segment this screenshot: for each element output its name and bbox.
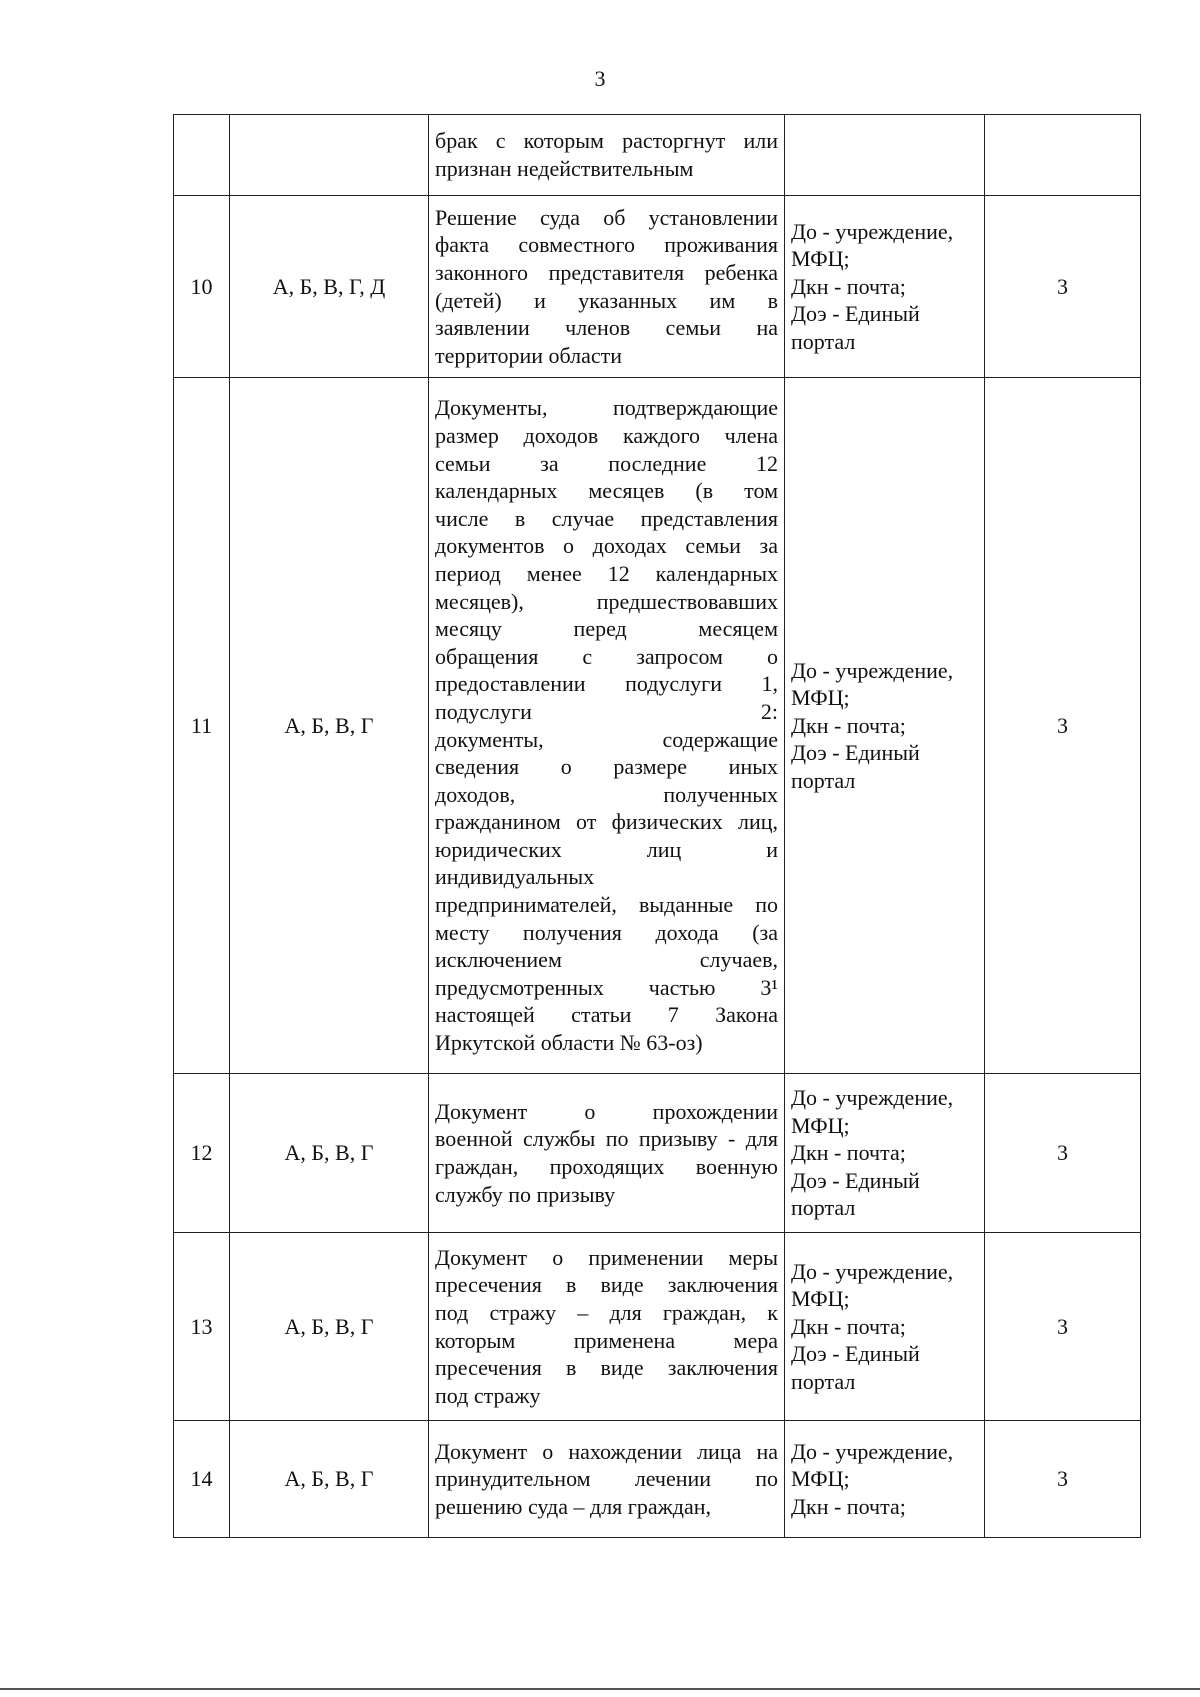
submission-method-line: МФЦ;: [791, 1466, 850, 1492]
document-text-line: граждан, проходящих военную: [435, 1154, 778, 1179]
document-text-line: доходов, полученных: [435, 781, 778, 807]
table-row: [174, 378, 1141, 1074]
document-text-line: службу по призыву: [435, 1181, 616, 1207]
categories-cell: А, Б, В, Г: [230, 1074, 429, 1233]
document-text-line: Иркутской области № 63-оз): [435, 1030, 703, 1056]
categories-cell: А, Б, В, Г, Д: [230, 196, 429, 378]
document-text-line: Документ о нахождении лица на: [435, 1438, 778, 1464]
document-text-line: территории области: [435, 342, 623, 368]
submission-method-cell: [785, 115, 985, 196]
document-text-line: месту получения дохода (за: [435, 919, 778, 945]
submission-method-line: Доэ - Единый: [791, 301, 920, 327]
row-number-cell: 13: [174, 1233, 230, 1421]
document-text-line: подуслуги 2:: [435, 698, 778, 724]
document-text-line: предпринимателей, выданные по: [435, 892, 778, 918]
table-row: [174, 196, 1141, 378]
deadline-cell: 3: [985, 1421, 1141, 1538]
document-text-line: документов о доходах семьи за: [435, 533, 778, 559]
submission-method-line: Дкн - почта;: [791, 273, 906, 299]
document-text-line: заявлении членов семьи на: [435, 315, 778, 341]
submission-method-line: Дкн - почта;: [791, 712, 906, 738]
table-row: [174, 1074, 1141, 1233]
document-cell: [429, 1233, 785, 1421]
submission-method-cell: [785, 1421, 985, 1538]
document-text-line: Документ о прохождении: [435, 1098, 778, 1124]
document-text-line: Документы, подтверждающие: [435, 395, 778, 421]
row-number-cell: 14: [174, 1421, 230, 1538]
page-number: 3: [594, 66, 606, 91]
submission-method-line: портал: [791, 1195, 856, 1221]
document-text-line: законного представителя ребенка: [435, 259, 778, 285]
document-text-line: пресечения в виде заключения: [435, 1272, 778, 1298]
document-text-line: Решение суда об установлении: [435, 204, 778, 230]
document-cell: [429, 378, 785, 1074]
document-text-line: предусмотренных частью 3¹: [435, 974, 778, 1000]
submission-method-cell: [785, 196, 985, 378]
document-text-line: семьи за последние 12: [435, 450, 778, 476]
row-number-cell: 12: [174, 1074, 230, 1233]
deadline-cell: [985, 115, 1141, 196]
document-text-line: месяцев), предшествовавших: [435, 588, 778, 614]
document-text-line: период менее 12 календарных: [435, 560, 778, 586]
documents-table: [173, 114, 1141, 1538]
deadline-cell: 3: [985, 196, 1141, 378]
document-text-line: юридических лиц и: [435, 836, 778, 862]
row-number-cell: 11: [174, 378, 230, 1074]
table-row: [174, 115, 1141, 196]
document-text-line: которым применена мера: [435, 1327, 778, 1353]
submission-method-cell: [785, 1074, 985, 1233]
document-text-line: брак с которым расторгнут или: [435, 128, 778, 154]
document-text-line: календарных месяцев (в том: [435, 478, 778, 504]
submission-method-line: До - учреждение,: [791, 1258, 954, 1284]
document-text-line: исключением случаев,: [435, 947, 778, 973]
document-text-line: обращения с запросом о: [435, 643, 778, 669]
categories-cell: [230, 115, 429, 196]
document-text-line: Документ о применении меры: [435, 1244, 778, 1270]
document-text-line: числе в случае представления: [435, 505, 778, 531]
categories-cell: А, Б, В, Г: [230, 1421, 429, 1538]
submission-method-line: Дкн - почта;: [791, 1313, 906, 1339]
row-number-cell: 10: [174, 196, 230, 378]
submission-method-cell: [785, 378, 985, 1074]
document-text-line: принудительном лечении по: [435, 1466, 778, 1492]
submission-method-line: Доэ - Единый: [791, 1167, 920, 1193]
categories-cell: А, Б, В, Г: [230, 1233, 429, 1421]
submission-method-line: МФЦ;: [791, 685, 850, 711]
document-cell: [429, 115, 785, 196]
document-cell: [429, 1074, 785, 1233]
table-row: [174, 1233, 1141, 1421]
submission-method-line: Дкн - почта;: [791, 1493, 906, 1519]
submission-method-line: портал: [791, 767, 856, 793]
scan-edge-line: [0, 1688, 1200, 1690]
document-text-line: размер доходов каждого члена: [435, 422, 778, 448]
document-text-line: решению суда – для граждан,: [435, 1493, 712, 1519]
submission-method-line: Доэ - Единый: [791, 740, 920, 766]
submission-method-line: Доэ - Единый: [791, 1341, 920, 1367]
document-text-line: факта совместного проживания: [435, 232, 778, 258]
row-number-cell: [174, 115, 230, 196]
document-cell: [429, 1421, 785, 1538]
submission-method-line: До - учреждение,: [791, 1438, 954, 1464]
submission-method-line: МФЦ;: [791, 1112, 850, 1138]
document-text-line: предоставлении подуслуги 1,: [435, 671, 778, 697]
document-cell: [429, 196, 785, 378]
submission-method-cell: [785, 1233, 985, 1421]
submission-method-line: До - учреждение,: [791, 1085, 954, 1111]
submission-method-line: портал: [791, 1368, 856, 1394]
document-text-line: индивидуальных: [435, 864, 595, 890]
deadline-cell: 3: [985, 378, 1141, 1074]
categories-cell: А, Б, В, Г: [230, 378, 429, 1074]
document-text-line: сведения о размере иных: [435, 754, 778, 780]
submission-method-line: МФЦ;: [791, 246, 850, 272]
document-text-line: военной службы по призыву - для: [435, 1126, 778, 1152]
document-text-line: под стражу – для граждан, к: [435, 1299, 778, 1325]
submission-method-line: Дкн - почта;: [791, 1140, 906, 1166]
deadline-cell: 3: [985, 1233, 1141, 1421]
document-text-line: настоящей статьи 7 Закона: [435, 1002, 778, 1028]
document-text-line: документы, содержащие: [435, 726, 778, 752]
document-text-line: под стражу: [435, 1382, 541, 1408]
document-text-line: месяцу перед месяцем: [435, 616, 778, 642]
document-text-line: признан недействительным: [435, 156, 694, 181]
submission-method-line: портал: [791, 328, 856, 354]
document-text-line: (детей) и указанных им в: [435, 287, 778, 313]
submission-method-line: До - учреждение,: [791, 657, 954, 683]
table-row: [174, 1421, 1141, 1538]
submission-method-line: До - учреждение,: [791, 218, 954, 244]
document-text-line: пресечения в виде заключения: [435, 1355, 778, 1381]
submission-method-line: МФЦ;: [791, 1286, 850, 1312]
deadline-cell: 3: [985, 1074, 1141, 1233]
document-text-line: гражданином от физических лиц,: [435, 809, 778, 835]
